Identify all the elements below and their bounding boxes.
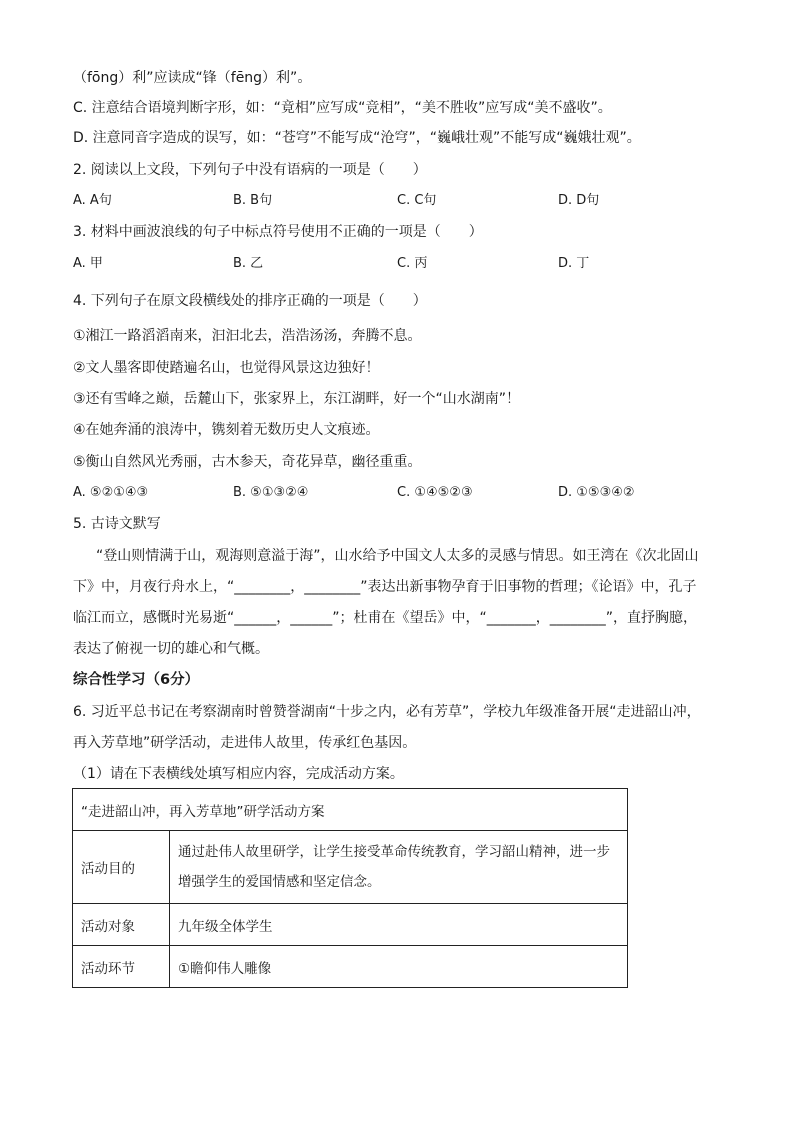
q3-option-c: C. 丙 (397, 256, 428, 271)
sentence-4: ④在她奔涌的浪涛中，镌刻着无数历史人文痕迹。 (73, 422, 380, 438)
row-label: 活动目的 (73, 831, 170, 904)
row-content (170, 831, 628, 904)
row-content: 九年级全体学生 (170, 904, 628, 946)
q2-option-b: B. B句 (233, 193, 273, 208)
option-d-explanation: D. 注意同音字造成的误写，如：“苍穹”不能写成“沧穹”，“巍峨壮观”不能写成“巍娥壮观”。 (73, 130, 641, 146)
question-6-line-2: 再入芳草地”研学活动，走进伟人故里，传承红色基因。 (73, 735, 417, 751)
row-label: 活动环节 (73, 946, 170, 988)
sentence-1: ①湘江一路滔滔南来，汩汩北去，浩浩汤汤，奔腾不息。 (73, 328, 422, 344)
row-content-line: 通过赴伟人故里研学，让学生接受革命传统教育，学习韶山精神，进一步 (178, 844, 610, 860)
table-title: “走进韶山冲，再入芳草地”研学活动方案 (73, 789, 628, 831)
poem-paragraph-line-3: 临江而立，感慨时光易逝“______，______”；杜甫在《望岳》中，“_______，________”，直抒胸臆， (73, 610, 698, 626)
q2-option-d: D. D句 (558, 193, 600, 208)
sentence-2: ②文人墨客即使踏遍名山，也觉得风景这边独好！ (73, 360, 380, 376)
q3-option-b: B. 乙 (233, 256, 264, 271)
activity-plan-table (72, 788, 628, 988)
question-6-line-1: 6. 习近平总书记在考察湖南时曾赞誉湖南“十步之内，必有芳草”，学校九年级准备开展“走进韶山冲， (73, 704, 701, 720)
text-line: （fōng）利”应读成“锋（fēng）利”。 (73, 70, 312, 86)
table-row (73, 904, 628, 946)
row-content-line: 增强学生的爱国情感和坚定信念。 (178, 874, 381, 890)
table-row (73, 946, 628, 988)
poem-paragraph-line-2: 下》中，月夜行舟水上，“________，________”表达出新事物孕育于旧事物的哲理；《论语》中，孔子 (73, 579, 697, 595)
q4-option-a: A. ⑤②①④③ (73, 485, 149, 500)
sentence-3: ③还有雪峰之巅，岳麓山下，张家界上，东江湖畔，好一个“山水湖南”！ (73, 391, 521, 407)
q4-option-c: C. ①④⑤②③ (397, 485, 473, 500)
question-5: 5. 古诗文默写 (73, 516, 161, 532)
question-4: 4. 下列句子在原文段横线处的排序正确的一项是（ ） (73, 293, 427, 309)
q3-option-a: A. 甲 (73, 256, 103, 271)
q2-option-a: A. A句 (73, 193, 112, 208)
poem-paragraph-line-4: 表达了俯视一切的雄心和气概。 (73, 641, 269, 657)
question-6-sub-1: （1）请在下表横线处填写相应内容，完成活动方案。 (73, 766, 404, 782)
option-c-explanation: C. 注意结合语境判断字形，如：“竟相”应写成“竞相”，“美不胜收”应写成“美不盛收”。 (73, 100, 612, 116)
table-row (73, 831, 628, 904)
sentence-5: ⑤衡山自然风光秀丽，古木参天，奇花异草，幽径重重。 (73, 454, 422, 470)
poem-paragraph-line-1: “登山则情满于山，观海则意溢于海”，山水给予中国文人太多的灵感与情思。如王湾在《次北固山 (96, 548, 699, 564)
row-content: ①瞻仰伟人雕像 (170, 946, 628, 988)
q4-option-d: D. ①⑤③④② (558, 485, 635, 500)
section-heading: 综合性学习（6分） (73, 672, 200, 688)
question-3: 3. 材料中画波浪线的句子中标点符号使用不正确的一项是（ ） (73, 224, 483, 240)
table-title-row (73, 789, 628, 831)
row-label: 活动对象 (73, 904, 170, 946)
question-2: 2. 阅读以上文段，下列句子中没有语病的一项是（ ） (73, 162, 427, 178)
q2-option-c: C. C句 (397, 193, 437, 208)
q3-option-d: D. 丁 (558, 256, 590, 271)
q4-option-b: B. ⑤①③②④ (233, 485, 309, 500)
